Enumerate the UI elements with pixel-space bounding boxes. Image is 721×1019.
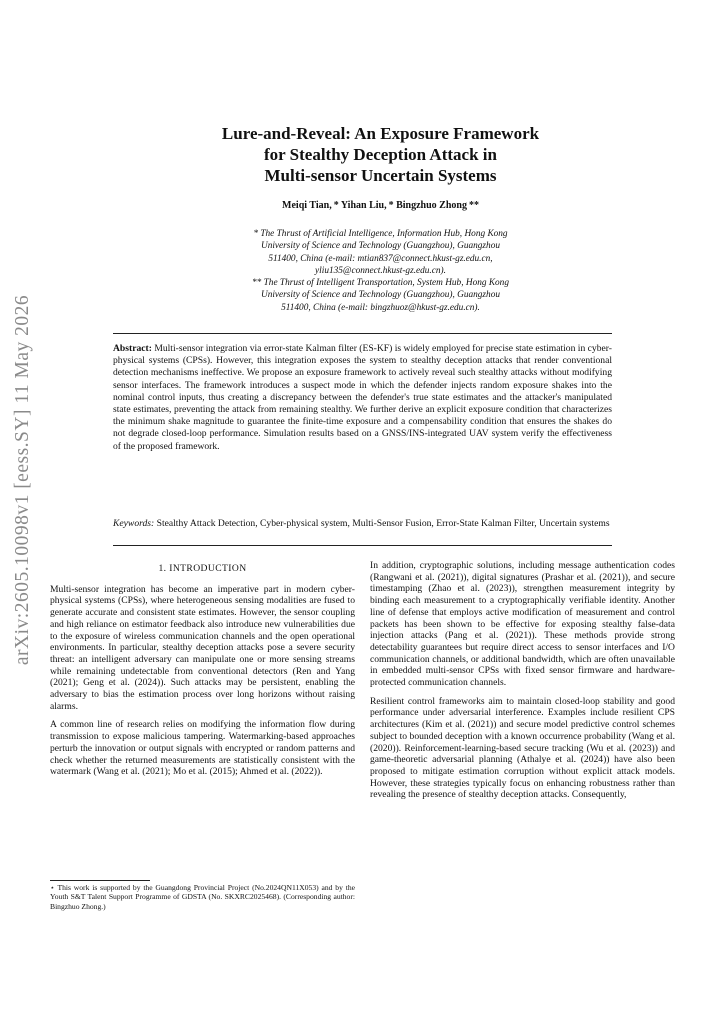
right-column: [370, 560, 675, 808]
footnote-text: ⋆ This work is supported by the Guangdong Provincial Project (No.2024QN11X053) and by the Youth S&T Talent Support Programme of GDSTA (No. SKXRC2025468). (Corresponding author: Bingzhuo Zhong.): [50, 883, 355, 911]
keywords-label: Keywords:: [113, 518, 155, 529]
paragraph: Multi-sensor integration has become an imperative part in modern cyber-physical systems (CPSs), where heterogeneous sensing modalities are fused to generate accurate and consistent state estimates. However, the sensor coupling and high reliance on estimator feedback also introduce new vulnerabilities due to the exposure of wireless communication channels and the open operational environments. In particular, stealthy deception attacks pose a severe security threat: an intelligent adversary can manipulate one or more sensing streams while remaining undetectable from conventional detectors (Ren and Yang (2021); Geng et al. (2024)). Such attacks may be persistent, enabling the adversary to bias the estimation process over long horizons without raising alarms.: [50, 583, 355, 712]
affiliation-line: yliu135@connect.hkust-gz.edu.cn).: [315, 265, 446, 276]
arxiv-sidebar: [6, 270, 40, 690]
abstract-text: Multi-sensor integration via error-state Kalman filter (ES-KF) is widely employed for precise state estimation in cyber-physical systems (CPSs). However, this integration exposes the system to stealthy deception attacks that render conventional detection mechanisms ineffective. We propose an exposure framework to actively reveal such stealthy attacks without modifying sensor interfaces. The framework introduces a suspect mode in which the defender injects random exposure shakes into the nominal control inputs, thus creating a discrepancy between the defender's true state estimates and the attacker's manipulated state estimates, preventing the attack from remaining stealthy. We further derive an explicit exposure condition that characterizes the minimum shake magnitude to guarantee the finite-time exposure and a compensability condition that ensures the shakes do not degrade closed-loop performance. Simulation results based on a GNSS/INS-integrated UAV system verify the effectiveness of the proposed framework.: [113, 343, 612, 452]
keywords: [113, 518, 612, 530]
abstract-top-rule: [113, 333, 612, 334]
affiliations: [150, 228, 611, 314]
affiliation-line: 511400, China (e-mail: mtian837@connect.hkust-gz.edu.cn,: [268, 253, 493, 264]
abstract-label: Abstract:: [113, 343, 152, 354]
title-line: Multi-sensor Uncertain Systems: [264, 166, 497, 185]
arxiv-identifier: arXiv:2605.10098v1 [eess.SY] 11 May 2026: [12, 294, 33, 666]
affiliation-line: * The Thrust of Artificial Intelligence, Information Hub, Hong Kong: [253, 229, 508, 239]
section-heading: 1. INTRODUCTION: [158, 563, 247, 574]
paragraph: Resilient control frameworks aim to maintain closed-loop stability and good performance under adversarial interference. Examples include resilient CPS architectures (Kim et al. (2021)) and secure model predictive control schemes subject to bounded deception with a known occurrence probability (Wang et al. (2020)). Reinforcement-learning-based secure tracking (Wu et al. (2023)) and game-theoretic adversarial planning (Athalye et al. (2024)) have also been proposed to mitigate estimation corruption without explicit attack models. However, these strategies typically focus on enhancing robustness rather than revealing the presence of stealthy deception attacks. Consequently,: [370, 695, 675, 801]
affiliation-line: ** The Thrust of Intelligent Transportation, System Hub, Hong Kong: [252, 278, 509, 289]
keywords-bottom-rule: [113, 545, 612, 546]
affiliation-line: University of Science and Technology (Guangzhou), Guangzhou: [260, 290, 500, 301]
title-line: Lure-and-Reveal: An Exposure Framework: [221, 124, 540, 143]
keywords-text: Stealthy Attack Detection, Cyber-physical system, Multi-Sensor Fusion, Error-State Kalman Filter, Uncertain systems: [156, 518, 610, 529]
paragraph: A common line of research relies on modifying the information flow during transmission to expose malicious tampering. Watermarking-based approaches perturb the innovation or output signals with encrypted or random patterns and check whether the returned measurements are statistically consistent with the watermark (Wang et al. (2021); Mo et al. (2015); Ahmed et al. (2022)).: [50, 719, 355, 778]
abstract: [113, 343, 612, 453]
footnote-rule: [50, 880, 150, 881]
paragraph: In addition, cryptographic solutions, including message authentication codes (Rangwani et al. (2021)), digital signatures (Prashar et al. (2021)), and secure timestamping (Zhao et al. (2023)), strengthen measurement integrity by binding each measurement to a cryptographically verifiable identity. Another line of defense that employs active modification of measurement and control packets has been shown to be effective for exposing stealthy false-data injection attacks (Pang et al. (2021)). These methods provide strong detectability guarantees but require direct access to sensor interfaces and I/O communication channels, or additional bandwidth, which are often unavailable in embedded multi-sensor CPSs with fixed sensor firmware and hardware-protected communication channels.: [370, 560, 675, 689]
author-list: Meiqi Tian, * Yihan Liu, * Bingzhuo Zhong **: [282, 200, 479, 211]
affiliation-line: University of Science and Technology (Guangzhou), Guangzhou: [260, 241, 500, 252]
title-line: for Stealthy Deception Attack in: [264, 145, 497, 164]
affiliation-line: 511400, China (e-mail: bingzhuoz@hkust-gz.edu.cn).: [281, 302, 480, 313]
left-column: [50, 563, 355, 785]
paper-title: [100, 123, 661, 186]
footnote: [50, 880, 355, 911]
